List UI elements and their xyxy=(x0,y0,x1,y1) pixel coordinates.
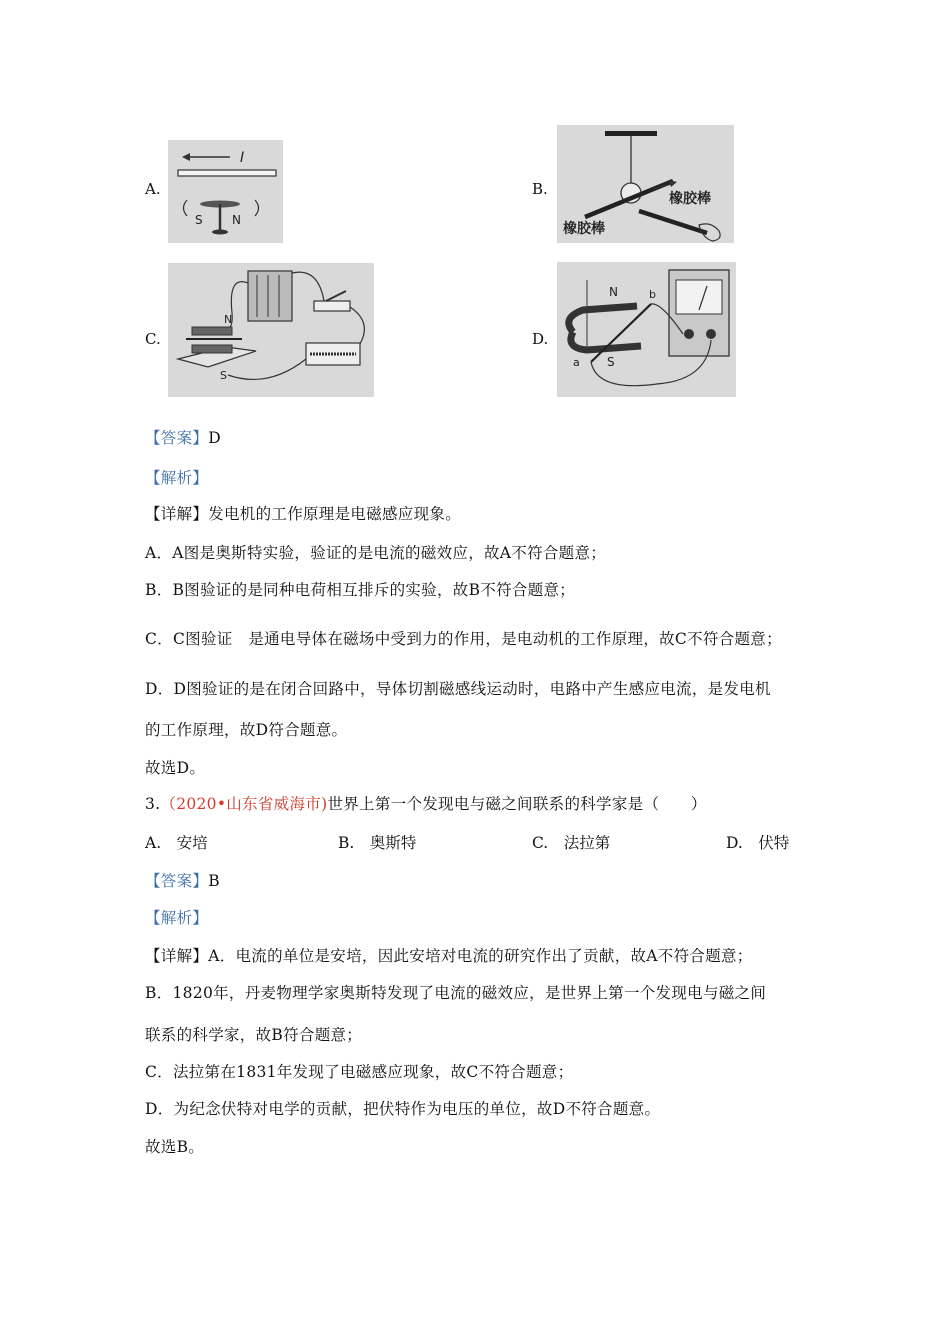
answer-tag: 【答案】 xyxy=(145,429,209,447)
rod-label-right: 橡胶棒 xyxy=(669,191,711,207)
option-a-letter: A. xyxy=(145,180,161,198)
q3-explanation-c: C．法拉第在1831年发现了电磁感应现象，故C不符合题意； xyxy=(145,1063,574,1081)
q2-answer-line xyxy=(145,426,221,448)
detail-text: 发电机的工作原理是电磁感应现象。 xyxy=(208,505,462,523)
q3-explanation-d: D．为纪念伏特对电学的贡献，把伏特作为电压的单位，故D不符合题意。 xyxy=(145,1100,661,1118)
answer-tag: 【答案】 xyxy=(145,872,209,890)
figure-b-charged-rods xyxy=(557,125,734,243)
q2-explanation-d-part1: D．D图验证的是在闭合回路中，导体切割磁感线运动时，电路中产生感应电流，是发电机 xyxy=(145,680,771,698)
support-bar xyxy=(605,131,657,136)
option-d-letter: D. xyxy=(532,330,549,348)
option-b-letter: B. xyxy=(532,180,548,198)
conductor-ab xyxy=(591,304,651,362)
detail-tag: 【详解】 xyxy=(145,947,209,965)
figure-c-motor-principle xyxy=(168,263,374,397)
detail-text: A．电流的单位是安培，因此安培对电流的研究作出了贡献，故A不符合题意； xyxy=(208,947,753,965)
pole-n-label: N xyxy=(232,213,241,227)
current-label: I xyxy=(240,150,245,166)
question-number: 3. xyxy=(145,795,161,813)
current-arrow-head xyxy=(182,153,190,161)
q2-explanation-d-part2: 的工作原理，故D符合题意。 xyxy=(145,721,348,739)
detail-tag: 【详解】 xyxy=(145,505,209,523)
pole-n-label: N xyxy=(609,285,618,299)
q3-detail-line xyxy=(145,944,753,966)
magnet-bottom-pole xyxy=(192,345,232,353)
rotation-arrow-right xyxy=(255,200,259,216)
q3-choice-c: C. 法拉第 xyxy=(532,834,611,852)
q2-detail-line xyxy=(145,502,461,524)
q3-choice-a: A. 安培 xyxy=(145,834,208,852)
switch xyxy=(314,301,350,311)
rod-label-left: 橡胶棒 xyxy=(563,221,605,237)
wire-top xyxy=(292,272,324,301)
handheld-rubber-rod xyxy=(639,211,707,233)
pole-s-label: S xyxy=(220,369,227,382)
magnet-top-pole xyxy=(192,327,232,335)
q3-explanation-b-part1: B．1820年，丹麦物理学家奥斯特发现了电流的磁效应，是世界上第一个发现电与磁之间 xyxy=(145,984,767,1002)
q3-stem xyxy=(145,792,707,814)
galvanometer-terminal-left xyxy=(684,329,694,339)
q2-analysis-tag: 【解析】 xyxy=(145,469,209,487)
battery-box xyxy=(248,271,292,321)
q2-explanation-c: C．C图验证 是通电导体在磁场中受到力的作用，是电动机的工作原理，故C不符合题意； xyxy=(145,630,782,648)
question-source: （2020•山东省威海市) xyxy=(160,795,328,813)
q2-explanation-b: B．B图验证的是同种电荷相互排斥的实验，故B不符合题意； xyxy=(145,581,576,599)
hand-drawing xyxy=(699,224,720,241)
point-a-label: a xyxy=(573,356,580,369)
rotation-arrow-left xyxy=(184,200,188,216)
switch-lever xyxy=(326,291,346,301)
figure-a-oersted-experiment xyxy=(168,140,283,243)
pole-s-label: S xyxy=(607,355,615,369)
q3-answer-line xyxy=(145,869,220,891)
q3-analysis-tag: 【解析】 xyxy=(145,909,209,927)
q2-conclusion: 故选D。 xyxy=(145,759,206,777)
needle-base xyxy=(212,230,228,235)
q3-choice-b: B. 奥斯特 xyxy=(338,834,417,852)
answer-value: D xyxy=(208,429,221,447)
figure-d-generator-principle xyxy=(557,262,736,397)
q3-conclusion: 故选B。 xyxy=(145,1138,205,1156)
repel-arrow-head xyxy=(669,180,677,187)
wire-right xyxy=(350,307,364,347)
straight-wire xyxy=(178,170,276,176)
pole-n-label: N xyxy=(224,313,233,326)
pole-s-label: S xyxy=(195,213,203,227)
answer-value: B xyxy=(208,872,220,890)
figure-a-drawing xyxy=(168,140,283,243)
wire-bottom xyxy=(228,359,306,379)
q2-explanation-a: A．A图是奥斯特实验，验证的是电流的磁效应，故A不符合题意； xyxy=(145,544,607,562)
figure-d-drawing xyxy=(557,262,736,397)
galvanometer-terminal-right xyxy=(706,329,716,339)
figure-b-drawing xyxy=(557,125,734,243)
figure-c-drawing xyxy=(168,263,374,397)
point-b-label: b xyxy=(649,288,656,301)
option-c-letter: C. xyxy=(145,330,161,348)
q3-explanation-b-part2: 联系的科学家，故B符合题意； xyxy=(145,1026,363,1044)
q3-choice-d: D. 伏特 xyxy=(726,834,790,852)
question-text: 世界上第一个发现电与磁之间联系的科学家是（ ） xyxy=(327,795,707,813)
